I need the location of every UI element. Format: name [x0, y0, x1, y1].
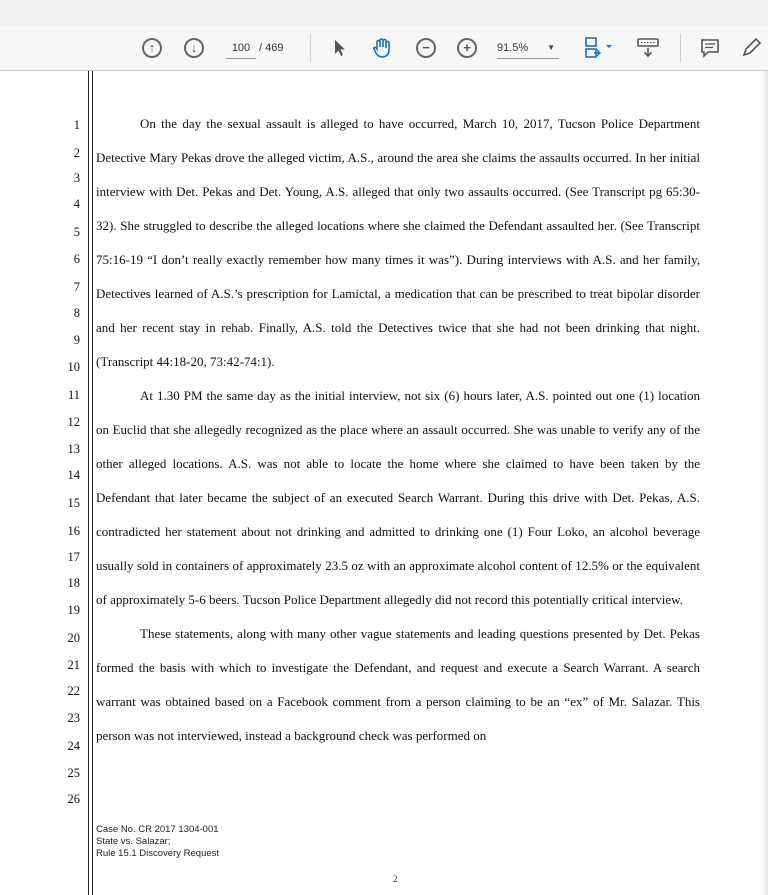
- hand-tool-icon: [371, 37, 393, 59]
- toolbar-divider: [310, 34, 311, 62]
- line-number: 5: [73, 225, 80, 239]
- line-number: 25: [67, 766, 80, 780]
- scroll-mode-button[interactable]: [636, 36, 660, 60]
- line-number: 3: [73, 171, 80, 185]
- page-up-icon: ↑: [142, 38, 162, 58]
- comment-button[interactable]: [698, 36, 722, 60]
- fit-page-icon: [582, 36, 616, 60]
- line-number: 22: [67, 684, 80, 698]
- line-number: 15: [67, 496, 80, 510]
- footer-title: Rule 15.1 Discovery Request: [96, 848, 220, 859]
- zoom-in-button[interactable]: [455, 36, 479, 60]
- paragraph: At 1.30 PM the same day as the initial interview, not six (6) hours later, A.S. pointed out one (1) location on Euclid that she allegedly recognized as the place where an assault occurred. She was unable to verify any of the other alleged locations. A.S. was not able to locate the home where she claimed to have been taken by the Defendant that later became the subject of an executed Search Warrant. During this drive with Det. Pekas, A.S. contradicted her statement about not drinking and admitted to drinking one (1) Four Loko, an alcohol beverage usually sold in containers of approximately 23.5 oz with an approximate alcohol content of 12.5% or the equivalent of approximately 5-6 beers. Tucson Police Department allegedly did not record this potentially critical interview.: [96, 388, 700, 607]
- line-number: 2: [73, 146, 80, 160]
- scroll-mode-icon: [636, 36, 660, 60]
- document-footer: [96, 824, 219, 860]
- paragraph: On the day the sexual assault is alleged to have occurred, March 10, 2017, Tucson Police Department Detective Mary Pekas drove the alleged victim, A.S., around the area she claims the assaults occurred. In her initial interview with Det. Pekas and Det. Young, A.S. alleged that only two assaults occurred. (See Transcript pg 65:30-32). She struggled to describe the alleged locations where she claimed the Defendant assaulted her. (See Transcript 75:16-19 “I don’t really exactly remember how many times it was”). During interviews with A.S. and her family, Detectives learned of A.S.’s prescription for Lamictal, a medication that can be prescribed to treat bipolar disorder and her recent stay in rehab. Finally, A.S. told the Detectives twice that she had not been drinking that night. (Transcript 44:18-20, 73:42-74:1).: [96, 116, 700, 369]
- pdf-toolbar: [0, 26, 768, 71]
- line-number: 14: [67, 468, 80, 482]
- page-down-icon: ↓: [184, 38, 204, 58]
- document-page: [0, 71, 768, 895]
- page-edge-shadow: [762, 71, 768, 895]
- line-number: 10: [67, 360, 80, 374]
- line-number: 21: [67, 658, 80, 672]
- window-top-strip: [0, 0, 768, 27]
- line-number: 19: [67, 603, 80, 617]
- line-number: 24: [67, 739, 80, 753]
- select-cursor-icon: [333, 39, 347, 57]
- toolbar-divider: [680, 34, 681, 62]
- zoom-in-icon: +: [457, 38, 477, 58]
- line-number: 13: [67, 442, 80, 456]
- hand-tool-button[interactable]: [370, 36, 394, 60]
- line-number: 26: [67, 792, 80, 806]
- line-number: 12: [67, 415, 80, 429]
- fit-page-button[interactable]: [582, 36, 616, 60]
- line-number: 20: [67, 631, 80, 645]
- line-number: 9: [73, 333, 80, 347]
- pen-icon: [740, 37, 762, 59]
- line-number: 6: [73, 252, 80, 266]
- margin-rule: [92, 71, 93, 895]
- line-number: 23: [67, 711, 80, 725]
- margin-rule: [88, 71, 89, 895]
- zoom-select[interactable]: [497, 38, 559, 59]
- total-pages-label: / 469: [259, 42, 284, 54]
- previous-page-button[interactable]: [140, 36, 164, 60]
- select-tool-button[interactable]: [330, 36, 350, 60]
- zoom-value: 91.5%: [497, 42, 529, 54]
- line-number: 17: [67, 550, 80, 564]
- zoom-out-icon: −: [416, 38, 436, 58]
- chevron-down-icon: ▼: [547, 43, 555, 52]
- footer-case-number: Case No. CR 2017 1304-001: [96, 824, 219, 835]
- line-number: 18: [67, 576, 80, 590]
- paragraph: These statements, along with many other vague statements and leading questions presented by Det. Pekas formed the basis with which to investigate the Defendant, and request and execute a Search Warrant. A search warrant was obtained based on a Facebook comment from a person claiming to be an “ex” of Mr. Salazar. This person was not interviewed, instead a background check was performed on: [96, 626, 700, 743]
- zoom-out-button[interactable]: [414, 36, 438, 60]
- line-number: 1: [73, 118, 80, 132]
- line-number: 7: [73, 280, 80, 294]
- document-body: [96, 107, 700, 753]
- line-number: 4: [73, 197, 80, 211]
- page-number-input[interactable]: 100: [226, 38, 256, 59]
- comment-icon: [699, 37, 721, 59]
- draw-button[interactable]: [740, 36, 762, 60]
- footer-caption: State vs. Salazar;: [96, 836, 171, 847]
- page-number: 2: [393, 874, 398, 884]
- next-page-button[interactable]: [182, 36, 206, 60]
- line-number: 11: [67, 388, 80, 402]
- line-number: 8: [73, 306, 80, 320]
- line-number: 16: [67, 524, 80, 538]
